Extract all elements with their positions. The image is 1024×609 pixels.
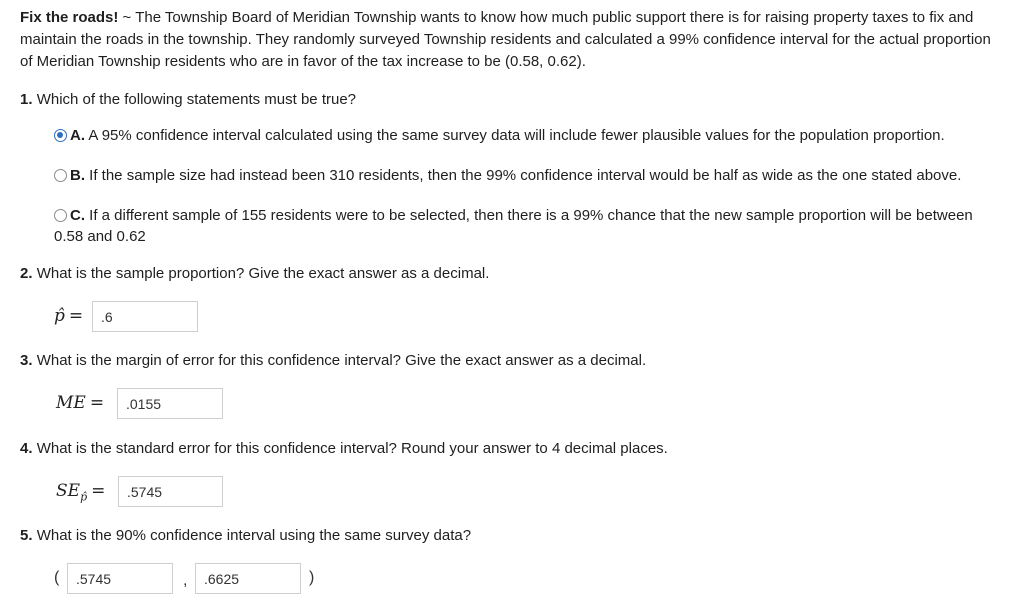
equals-sign: =	[68, 306, 84, 326]
se-symbol: SE	[56, 481, 81, 501]
option-b-letter: B.	[70, 167, 85, 184]
question-5-text: What is the 90% confidence interval using the same survey data?	[36, 527, 472, 544]
question-1	[20, 89, 356, 111]
question-4-text: What is the standard error for this confidence interval? Round your answer to 4 decimal places.	[36, 440, 668, 457]
comma: ,	[183, 572, 188, 589]
option-b-text: If the sample size had instead been 310 residents, then the 99% confidence interval would be half as wide as the one stated above.	[89, 167, 962, 184]
se-label	[56, 481, 105, 503]
radio-selected-icon[interactable]	[54, 129, 67, 142]
question-4	[20, 438, 668, 460]
option-c[interactable]	[54, 206, 984, 247]
ci-upper-input[interactable]: .6625	[195, 563, 301, 594]
equals-sign: =	[89, 393, 105, 413]
question-4-number: 4.	[20, 440, 33, 457]
option-a-text: A 95% confidence interval calculated using the same survey data will include fewer plausible values for the population proportion.	[88, 127, 945, 144]
question-1-text: Which of the following statements must be true?	[36, 91, 357, 108]
me-symbol: ME	[56, 393, 86, 413]
margin-of-error-input[interactable]: .0155	[117, 388, 223, 419]
p-hat-symbol: p̂	[54, 306, 65, 326]
se-subscript: p̂	[80, 490, 88, 504]
question-2-number: 2.	[20, 265, 33, 282]
question-2	[20, 263, 489, 285]
problem-text: The Township Board of Meridian Township wants to know how much public support there is for raising property taxes to fix and maintain the roads in the township. They randomly surveyed Township residents and calculated a 99% confidence interval for the actual proportion of Meridian Township residents who are in favor of the tax increase to be (0.58, 0.62).	[20, 9, 991, 70]
sample-proportion-input[interactable]: .6	[92, 301, 198, 332]
p-hat-label	[54, 306, 83, 326]
clipped-previous-text	[20, 0, 80, 4]
equals-sign: =	[91, 481, 106, 501]
option-a[interactable]	[54, 126, 984, 147]
question-3	[20, 350, 646, 372]
title-separator: ~	[118, 9, 136, 26]
option-b[interactable]	[54, 166, 984, 187]
question-5	[20, 525, 471, 547]
question-3-text: What is the margin of error for this confidence interval? Give the exact answer as a decimal.	[36, 352, 647, 369]
question-1-number: 1.	[20, 91, 33, 108]
standard-error-input[interactable]: .5745	[118, 476, 223, 507]
option-c-text: If a different sample of 155 residents were to be selected, then there is a 99% chance that the new sample proportion will be between 0.58 and 0.62	[54, 207, 973, 245]
option-a-letter: A.	[70, 127, 85, 144]
option-c-letter: C.	[70, 207, 85, 224]
close-paren: )	[309, 569, 315, 586]
open-paren: (	[54, 569, 60, 586]
ci-lower-input[interactable]: .5745	[67, 563, 173, 594]
question-2-text: What is the sample proportion? Give the exact answer as a decimal.	[36, 265, 490, 282]
problem-intro	[20, 7, 1000, 73]
question-5-number: 5.	[20, 527, 33, 544]
me-label	[56, 393, 104, 413]
radio-unselected-icon[interactable]	[54, 169, 67, 182]
question-3-number: 3.	[20, 352, 33, 369]
problem-title: Fix the roads!	[20, 9, 119, 26]
radio-unselected-icon[interactable]	[54, 209, 67, 222]
